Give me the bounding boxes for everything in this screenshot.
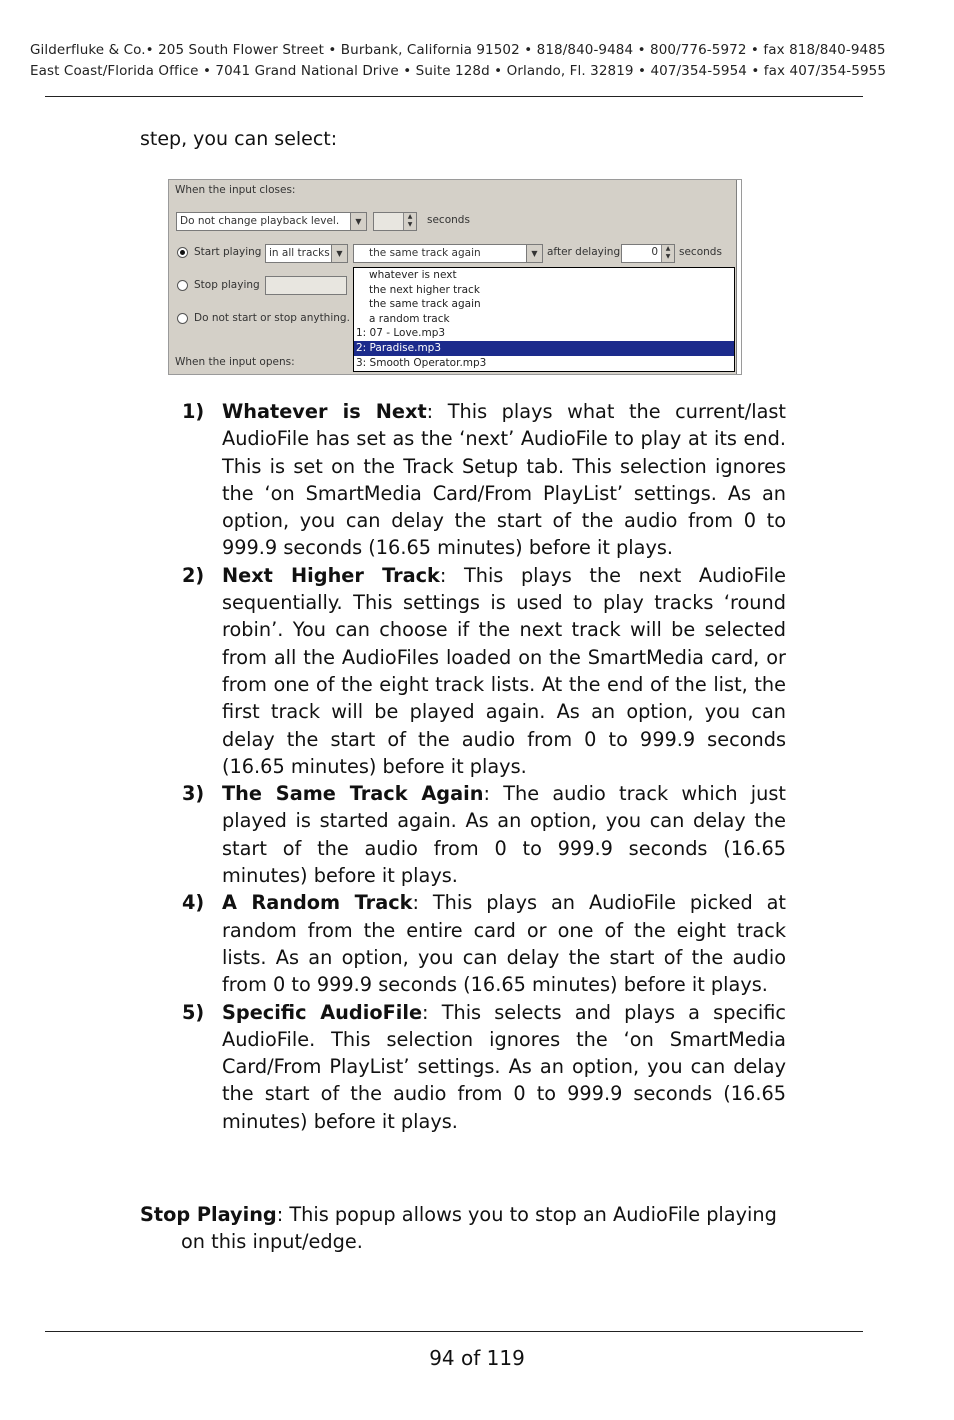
item-number: 5) <box>182 1000 205 1024</box>
panel-edge <box>736 180 741 374</box>
start-playing-radio[interactable] <box>177 247 188 258</box>
chevron-down-icon[interactable]: ▼ <box>331 245 347 262</box>
spinner-arrows-icon[interactable]: ▲ ▼ <box>661 245 674 262</box>
header-line-1: Gilderfluke & Co.• 205 South Flower Street • Burbank, California 91502 • 818/840-9484 • 800/776-5972 • fax 818/840-9485 <box>30 42 886 58</box>
chevron-down-icon[interactable]: ▼ <box>526 245 542 262</box>
spinner-arrows-icon[interactable]: ▲ ▼ <box>403 213 416 230</box>
footer-rule <box>45 1331 863 1332</box>
closes-label: When the input closes: <box>175 184 296 196</box>
item-number: 4) <box>182 891 205 915</box>
header-rule <box>45 96 863 97</box>
stop-playing-text: : This popup allows you to stop an AudioFile playing <box>276 1203 777 1226</box>
playback-seconds-spinner[interactable] <box>373 212 417 231</box>
playback-level-combo[interactable] <box>176 212 367 231</box>
do-nothing-radio[interactable] <box>177 313 188 324</box>
do-nothing-label: Do not start or stop anything. <box>194 312 350 324</box>
dropdown-option[interactable]: whatever is next <box>369 269 457 281</box>
page-number: 94 of 119 <box>429 1346 525 1370</box>
item-term: Next Higher Track <box>222 563 440 587</box>
dropdown-option[interactable]: the next higher track <box>369 283 480 296</box>
dropdown-option[interactable]: a random track <box>369 312 450 325</box>
stop-playing-line-1 <box>140 1201 810 1228</box>
dropdown-option[interactable]: the same track again <box>369 298 481 311</box>
item-term: Whatever is Next <box>222 400 427 423</box>
opens-label: When the input opens: <box>175 356 295 368</box>
after-delaying-label: after delaying <box>547 246 621 258</box>
item-number: 3) <box>182 782 205 806</box>
list-item <box>182 889 786 998</box>
list-item <box>182 999 786 1135</box>
item-term: Specific AudioFile <box>222 1000 423 1024</box>
track-select-value: the same track again <box>369 247 481 259</box>
stop-playing-label: Stop playing <box>194 279 260 291</box>
item-text: : The audio track which just played is started again. As an option, you can delay the start of the audio from 0 to 999.9 seconds (16.65 minutes) before it plays. <box>222 782 786 888</box>
seconds-label-2: seconds <box>679 246 722 258</box>
intro-text: step, you can select: <box>140 128 338 150</box>
item-text: : This plays an AudioFile picked at random from the entire card or one of the eight track lists. As an option, you can delay the start of the audio from 0 to 999.9 seconds (16.65 minutes) before it plays. <box>222 891 786 997</box>
delay-value: 0 <box>651 246 658 258</box>
track-dropdown-list[interactable] <box>353 267 735 372</box>
item-term: A Random Track <box>222 891 413 915</box>
dropdown-option-selected[interactable]: 2: Paradise.mp3 <box>354 341 734 356</box>
page-header <box>30 40 887 82</box>
start-playing-label: Start playing <box>194 246 262 258</box>
item-text: : This plays what the current/last AudioFile has set as the ‘next’ AudioFile to play at its end. This is set on the Track Setup tab. This selection ignores the ‘on SmartMedia Card/From PlayList’ settings. As an option, you can delay the start of the audio from 0 to 999.9 seconds (16.65 minutes) before it plays. <box>222 400 786 560</box>
stop-playing-radio[interactable] <box>177 280 188 291</box>
item-term: The Same Track Again <box>222 782 484 806</box>
stop-playing-line-2: on this input/edge. <box>181 1230 363 1254</box>
stop-playing-term: Stop Playing <box>140 1203 277 1226</box>
header-line-2: East Coast/Florida Office • 7041 Grand National Drive • Suite 128d • Orlando, Fl. 32819 • 407/354-5954 • fax 407/354-5955 <box>30 63 887 79</box>
stop-playing-paragraph <box>140 1201 810 1256</box>
track-select-combo[interactable] <box>353 244 543 263</box>
list-item <box>182 780 786 889</box>
input-settings-screenshot <box>168 179 742 375</box>
chevron-down-icon[interactable]: ▼ <box>350 213 366 230</box>
tracks-combo[interactable] <box>265 244 348 263</box>
dropdown-option[interactable]: 1: 07 - Love.mp3 <box>356 327 446 340</box>
seconds-label: seconds <box>427 214 470 226</box>
option-list <box>182 398 786 1135</box>
item-number: 2) <box>182 563 205 587</box>
list-item <box>182 562 786 780</box>
list-item <box>182 398 786 562</box>
item-text: : This plays the next AudioFile sequentially. This settings is used to play tracks ‘round robin’. You can choose if the next track will be selected from all the AudioFiles loaded on the SmartMedia card, or from one of the eight track lists. At the end of the list, the first track will be played again. As an option, you can delay the start of the audio from 0 to 999.9 seconds (16.65 minutes) before it plays. <box>222 563 786 778</box>
stop-tracks-combo[interactable] <box>265 276 347 295</box>
delay-spinner[interactable] <box>621 244 675 263</box>
dropdown-option[interactable]: 3: Smooth Operator.mp3 <box>356 356 487 369</box>
item-text: : This selects and plays a specific AudioFile. This selection ignores the ‘on SmartMedia Card/From PlayList’ settings. As an option, you can delay the start of the audio from 0 to 999.9 seconds (16.65 minutes) before it plays. <box>222 1000 787 1133</box>
playback-level-value: Do not change playback level. <box>180 215 340 227</box>
tracks-combo-value: in all tracks <box>269 247 330 259</box>
item-number: 1) <box>182 400 205 423</box>
